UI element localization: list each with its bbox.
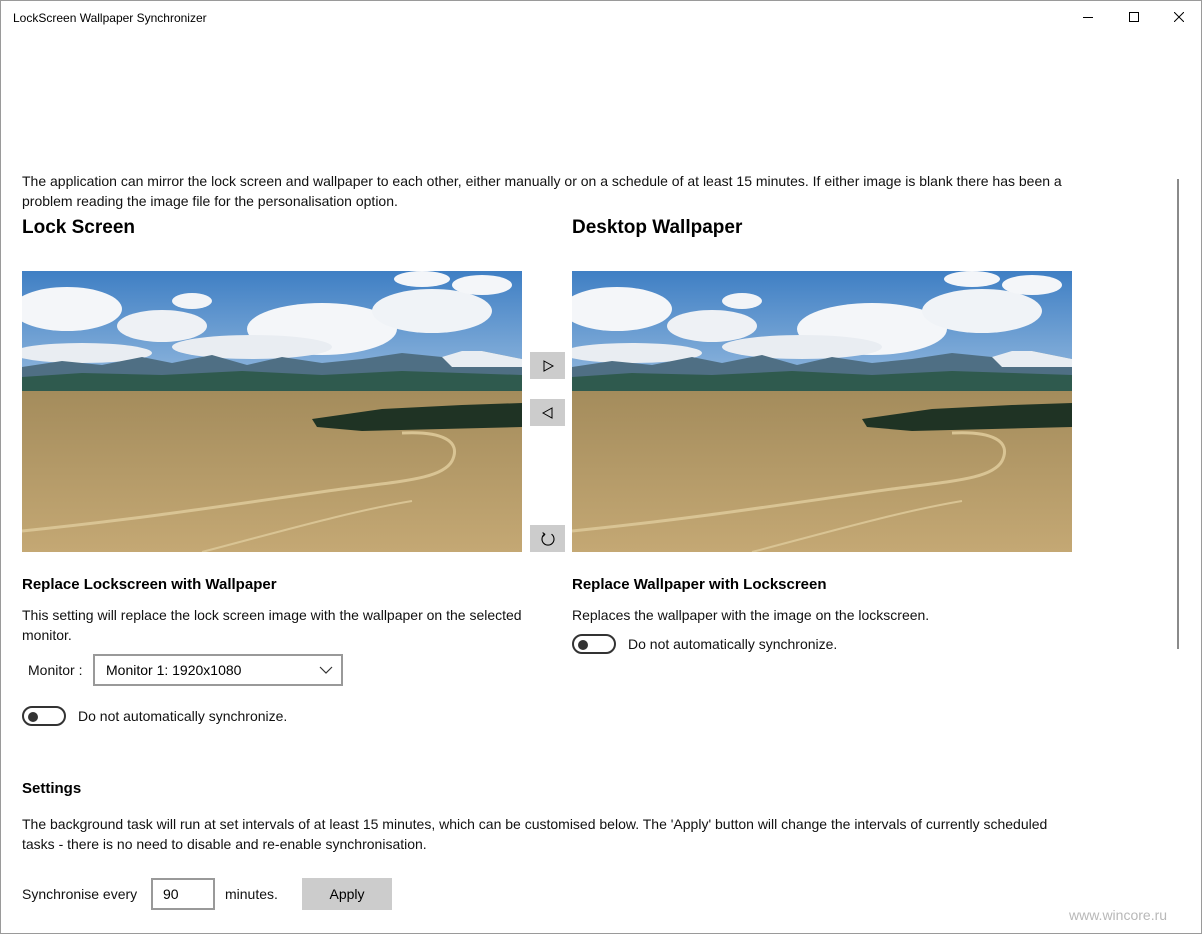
title-bar <box>1 1 1201 33</box>
refresh-icon <box>540 531 556 547</box>
minimize-icon <box>1083 12 1093 22</box>
sync-interval-input[interactable] <box>151 878 215 910</box>
settings-description: The background task will run at set intervals of at least 15 minutes, which can be customised below. The 'Apply' button will change the intervals of currently scheduled tasks - there is no need to disable and re-enable synchronisation. <box>22 816 1048 852</box>
lockscreen-auto-sync-label: Do not automatically synchronize. <box>78 708 288 724</box>
wallpaper-auto-sync-toggle[interactable] <box>572 634 616 654</box>
minutes-label: minutes. <box>225 886 278 902</box>
maximize-button[interactable] <box>1111 1 1157 33</box>
watermark: www.wincore.ru <box>1069 907 1168 923</box>
lockscreen-auto-sync-toggle[interactable] <box>22 706 66 726</box>
monitor-label: Monitor : <box>28 662 83 678</box>
close-icon <box>1174 12 1184 22</box>
sync-interval-label: Synchronise every <box>22 886 138 902</box>
close-button[interactable] <box>1156 1 1202 33</box>
lock-screen-preview <box>22 271 522 552</box>
window-title: LockScreen Wallpaper Synchronizer <box>13 11 207 25</box>
copy-lockscreen-to-wallpaper-button[interactable] <box>530 352 565 379</box>
wallpaper-auto-sync-label: Do not automatically synchronize. <box>628 636 838 652</box>
refresh-button[interactable] <box>530 525 565 552</box>
intro-text: The application can mirror the lock screen and wallpaper to each other, either manually or on a schedule of at least 15 minutes. If either image is blank there has been a problem reading the image file for the personalisation option. <box>22 173 1062 209</box>
landscape-image <box>22 271 522 552</box>
monitor-dropdown[interactable] <box>93 654 343 686</box>
replace-lockscreen-description: This setting will replace the lock screen image with the wallpaper on the selected monitor. <box>22 607 522 643</box>
desktop-wallpaper-preview <box>572 271 1072 552</box>
minimize-button[interactable] <box>1065 1 1111 33</box>
maximize-icon <box>1129 12 1139 22</box>
toggle-knob <box>578 640 588 650</box>
vertical-scrollbar[interactable] <box>1177 179 1179 649</box>
copy-wallpaper-to-lockscreen-button[interactable] <box>530 399 565 426</box>
replace-wallpaper-description: Replaces the wallpaper with the image on the lockscreen. <box>572 607 930 623</box>
monitor-selected-value: Monitor 1: 1920x1080 <box>106 662 242 678</box>
lock-screen-heading: Lock Screen <box>22 217 135 238</box>
play-right-icon <box>542 360 554 372</box>
replace-wallpaper-heading: Replace Wallpaper with Lockscreen <box>572 576 827 593</box>
desktop-wallpaper-heading: Desktop Wallpaper <box>572 217 743 238</box>
play-left-icon <box>542 407 554 419</box>
replace-lockscreen-heading: Replace Lockscreen with Wallpaper <box>22 576 277 593</box>
landscape-image <box>572 271 1072 552</box>
toggle-knob <box>28 712 38 722</box>
chevron-down-icon <box>319 665 333 675</box>
apply-button[interactable]: Apply <box>302 878 392 910</box>
settings-heading: Settings <box>22 780 82 797</box>
